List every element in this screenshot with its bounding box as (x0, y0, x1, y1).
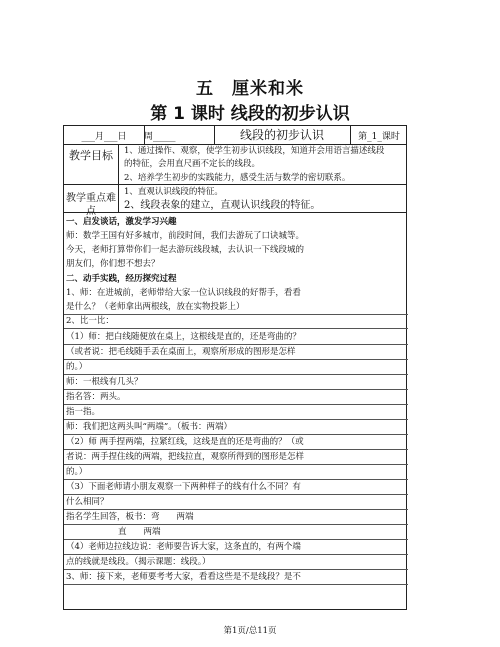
process-line: 指一指。 (64, 406, 408, 420)
process-line: 什么相同？ (64, 496, 408, 510)
process-line: 的。） (64, 361, 408, 375)
week-field: 周_____ (144, 132, 176, 142)
process-line: 2、比一比： (64, 315, 408, 329)
process-line: 的。） (64, 466, 408, 480)
process-line: 直 两端 (64, 526, 408, 540)
goal-line-1: 1、通过操作、观察，使学生初步认识线段，知道并会用语言描述线段 (124, 146, 385, 156)
process-line: 者说：两手捏住线的两端，把线拉直，观察所得到的图形是怎样 (64, 451, 408, 465)
process-line: （2）师 两手捏两端，拉紧红线，这线是直的还是弯曲的？（或 (64, 436, 408, 450)
topic-title: 线段的初步认识 (239, 128, 324, 142)
lesson-title: 第 1 课时 线段的初步认识 (150, 104, 350, 124)
process-line: 1、师：在进城前，老师带给大家一位认识线段的好帮手，看看 (66, 288, 301, 298)
process-line: 3、师：接下来，老师要考考大家，看看这些是不是线段？是不 (64, 571, 408, 585)
key-line-1: 1、直观认识线段的特征。 (124, 187, 223, 197)
process-line: （1）师：把白线随便放在桌上，这根线是直的，还是弯曲的？ (64, 331, 408, 345)
keys-label: 教学重点难点 (66, 193, 116, 217)
goal-line-3: 2、培养学生初步的实践能力，感受生活与数学的密切联系。 (124, 173, 351, 183)
process-line: 师：数学王国有好多城市，前段时间，我们去游玩了口诀城等。 (66, 231, 305, 241)
process-line: 指名答：两头。 (64, 391, 408, 405)
process-line: （4）老师边拉线边说：老师要告诉大家，这条直的，有两个端 (64, 541, 408, 555)
process-line: 师：一根线有几头？ (64, 376, 408, 390)
process-line: 师：我们把这两头叫“两端”。（板书：两端） (64, 421, 408, 435)
process-line: （3）下面老师请小朋友观察一下两种样子的线有什么不同？有 (64, 481, 408, 495)
unit-title: 五 厘米和米 (196, 79, 304, 99)
process-line: 点的线就是线段。（揭示课题：线段。） (64, 556, 408, 570)
process-line: 朋友们，你们想不想去？ (66, 259, 160, 269)
key-line-2: 2、线段表象的建立，直观认识线段的特征。 (124, 200, 321, 211)
period-field: 第_1_课时 (358, 132, 400, 142)
goals-label: 教学目标 (69, 149, 113, 162)
process-line: 今天，老师打算带你们一起去游玩线段城，去认识一下线段城的 (66, 245, 305, 255)
process-line: 指名学生回答，板书：弯 两端 (64, 511, 408, 525)
goal-line-2: 的特征，会用直尺画不定长的线段。 (124, 159, 261, 169)
page-footer: 第1页/总11页 (223, 626, 277, 636)
lesson-plan-table (63, 125, 407, 610)
process-line: 二、动手实践，经历探究过程 (66, 274, 177, 284)
process-line: （或者说：把毛线随手丢在桌面上，观察所形成的图形是怎样 (64, 346, 408, 360)
date-field: ___月___日 (81, 132, 127, 142)
process-line: 是什么？（老师拿出两根线，放在实物投影上） (64, 301, 408, 315)
process-line: 一、启发谈话，激发学习兴趣 (66, 217, 177, 227)
